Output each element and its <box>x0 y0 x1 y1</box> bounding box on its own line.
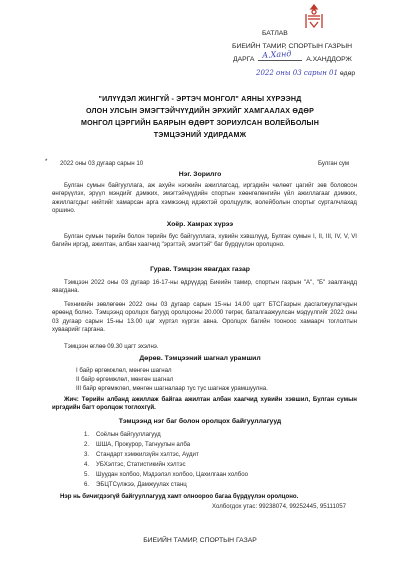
org-item-2-label: ШША, Прокурор, Тагнуулын алба <box>96 441 191 448</box>
section-2-heading: Хоёр. Хамрах хүрээ <box>166 221 234 228</box>
section-3-paragraph-2: Техникийн зөвлөгөөн 2022 оны 03 дугаар сарын 15-ны 14.00 цагт БТСГазрын дасгалжуулагчдын өрөөнд болно. Тэмцээнд оролцох багууд оролцооны 20.000 төгрөг, баталгаажуулсан мэдүүлгийг 2022 оны 03 дугаар сарын 15-ны 13.00 цаг хүртэл хүргэх авна. Оролцох багийн тооноос хамаарч тоглолтын хуваарийг гаргана. <box>52 301 357 334</box>
title-line-1: "ИЛҮҮДЭЛ ЖИНГҮЙ - ЭРТЭЧ МОНГОЛ" АЯНЫ ХҮРЭЭНД <box>98 95 302 103</box>
section-4-heading: Дөрөв. Тэмцээний шагнал урамшил <box>139 355 261 362</box>
org-item-3: 3. Стандарт хэмжилзүйн хэлтэс, Аудит <box>84 451 199 458</box>
approval-name: А.ХАНДДОРЖ <box>306 56 352 63</box>
approval-date <box>256 69 355 77</box>
section-2-text: Булган сумын төрийн болон төрийн бус байгууллага, хувийн хэвшлүүд, Булган сумын I, II, III, IV, V, VI багийн иргэд, ажилтан, албан хаагчид "эрэгтэй, эмэгтэй" баг бүрдүүлэн оролцоно. <box>52 233 357 249</box>
section-3-paragraph-1: Тэмцээн 2022 оны 03 дугаар 16-17-ны өдрүүдэд Биеийн тамир, спортын газрын "А", "Б" заалгандд явагдана. <box>52 279 357 295</box>
org-item-3-label: Стандарт хэмжилзүйн хэлтэс, Аудит <box>96 451 199 458</box>
org-item-4-label: УБХэлтэс, Статистикийн хэлтэс <box>96 461 186 468</box>
org-item-1-label: Соёлын байгууллагууд <box>96 431 161 438</box>
section-4-note: Жич: Төрийн албанд ажиллаж байгаа ажилтан албан хаагчид хувийн хэвшил, Булган сумын иргэдийн багт оролцож тоглохгүй. <box>52 396 357 412</box>
title-line-3: МОНГОЛ ЦЭРГИЙН БАЯРЫН ӨДӨРТ ЗОРИУЛСАН ВОЛЕЙБОЛЫН <box>80 119 320 127</box>
org-item-1: 1. Соёлын байгууллагууд <box>84 431 161 438</box>
title-line-2: ОЛОН УЛСЫН ЭМЭГТЭЙЧҮҮДИЙН ЭРХИЙГ ХАМГААЛАХ ӨДӨР <box>85 107 315 115</box>
contact-phones: Холбогдох утас: 99238074, 99252445, 95111057 <box>212 503 347 510</box>
document-place: Булган сум <box>318 160 350 167</box>
org-item-5: 5. Шуудан холбоо, Мэдээлэл холбоо, Цахилгаан холбоо <box>84 471 248 478</box>
footer-org: БИЕИЙН ТАМИР, СПОРТЫН ГАЗАР <box>143 537 257 544</box>
org-item-2: 2. ШША, Прокурор, Тагнуулын алба <box>84 441 191 448</box>
approval-title <box>233 56 352 63</box>
signature: А.Ханд <box>261 48 292 61</box>
title-line-4: ТЭМЦЭЭНИЙ УДИРДАМЖ <box>153 131 247 139</box>
org-item-6: 6. ЭБЦТСүлжээ, Дамжуулах станц <box>84 481 187 488</box>
prize-item-1: I байр өргөмжлөл, мөнгөн шагнал <box>76 367 172 374</box>
section-3-paragraph-3: Тэмцээн өглөө 09.30 цагт эхэлнэ. <box>64 343 159 350</box>
approval-heading: БАТЛАВ <box>262 30 288 37</box>
emblem-icon <box>303 3 325 31</box>
approval-day-suffix: өдөр <box>339 70 356 77</box>
org-item-5-label: Шуудан холбоо, Мэдээлэл холбоо, Цахилгаан холбоо <box>96 471 248 478</box>
section-1-text: Булган сумын байгууллага, аж ахуйн нэгжийн ажиллагсад, иргэдийн чөлөөт цагийг зөв боловсон өнгөрүүлэх, эрүүл мэндийг дэмжих, эмэгтэйчүүдийн спортын хөөнгөлөнгийн үйл ажиллагааг дэмжих, ажиллагсдыг нийтийг хамарсан арга хэмжээнд идэвхтэй оролцуулж, волейболын спортыг сурталчлахад оршино. <box>52 182 357 215</box>
section-1-heading: Нэг. Зорилго <box>178 171 222 178</box>
section-3-heading: Гурав. Тэмцээн явагдах газар <box>150 266 250 273</box>
document-date: 2022 оны 03 дугаар сарын 10 <box>60 160 144 167</box>
handwritten-date: 2022 оны 03 сарын 01 <box>256 69 338 77</box>
section-5-heading: Тэмцээнд нэг баг болон оролцох байгууллагууд <box>118 418 282 425</box>
approval-org: БИЕИЙН ТАМИР, СПОРТЫН ГАЗРЫН <box>232 43 352 50</box>
prize-item-2: II байр өргөмжлөл, мөнгөн шагнал <box>76 376 174 383</box>
org-item-6-label: ЭБЦТСүлжээ, Дамжуулах станц <box>96 481 187 488</box>
closing-note: Нэр нь бичигдээгүй байгууллагууд хамт олноороо багаа бүрдүүлэн оролцоно. <box>60 493 299 500</box>
prize-item-3: III байр өргөмжлөл, мөнгөн шагналаар тус тус шагнаж урамшуулна. <box>76 385 268 392</box>
approval-role: ДАРГА <box>233 56 255 63</box>
org-item-4: 4. УБХэлтэс, Статистикийн хэлтэс <box>84 461 186 468</box>
bullet-mark: * <box>45 158 48 165</box>
